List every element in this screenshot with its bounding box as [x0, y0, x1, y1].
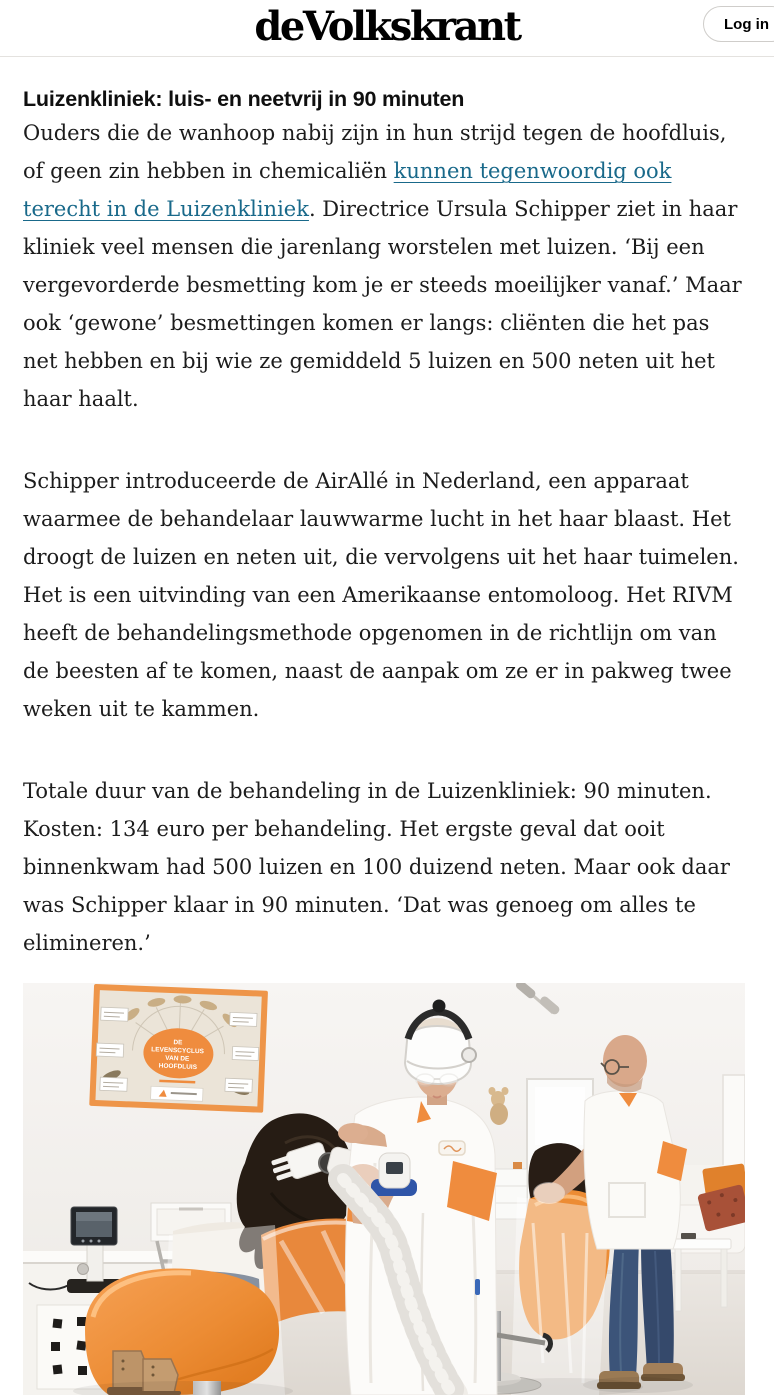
login-button[interactable]: Log in	[703, 6, 774, 42]
article-body	[0, 86, 774, 962]
poster-title: DE LEVENSCYCLUS VAN DE HOOFDLUIS	[151, 1039, 205, 1072]
article-paragraph-3: Totale duur van de behandeling in de Luizenkliniek: 90 minuten. Kosten: 134 euro per behandeling. Het ergste geval dat ooit binnenkwam had 500 luizen en 100 duizend neten. Maar ook daar was Schipper klaar in 90 minuten. ‘Dat was genoeg om alles te elimineren.’	[23, 779, 730, 955]
logo-patch	[439, 1141, 465, 1155]
paragraph-1-text: Ouders die de wanhoop nabij zijn in hun strijd tegen de hoofdluis, of geen zin hebben in chemicaliën	[23, 121, 727, 183]
pen-clip	[475, 1279, 480, 1295]
site-header	[0, 0, 774, 57]
luizenkliniek-link[interactable]: kunnen tegenwoordig ook terecht in de Luizenkliniek	[23, 159, 672, 221]
article-paragraph-1	[23, 114, 745, 418]
clinic-photo-illustration	[23, 983, 745, 1395]
volkskrant-logo[interactable]: deVolkskrant	[254, 3, 520, 50]
paragraph-1-text-after-link: . Directrice Ursula Schipper ziet in haar kliniek veel mensen die jarenlang worstelen met luizen. ‘Bij een vergevorderde besmetting kom je er steeds moeilijker vanaf.’ Maar ook ‘gewone’ besmettingen komen er langs: cliënten die het pas net hebben en bij wie ze gemiddeld 5 luizen en 500 neten uit het haar haalt.	[23, 197, 742, 411]
article-paragraph-2: Schipper introduceerde de AirAllé in Nederland, een apparaat waarmee de behandelaar lauwwarme lucht in het haar blaast. Het droogt de luizen en neten uit, die vervolgens uit het haar tuimelen. Het is een uitvinding van een Amerikaanse entomoloog. Het RIVM heeft de behandelingsmethode opgenomen in de richtlijn om van de beesten af te komen, naast de aanpak om ze er in pakweg twee weken uit te kammen.	[23, 469, 739, 721]
phone-on-table	[681, 1233, 696, 1239]
lice-lifecycle-poster	[89, 984, 268, 1113]
article-headline: Luizenkliniek: luis- en neetvrij in 90 minuten	[23, 87, 465, 111]
article-photo	[23, 983, 745, 1395]
